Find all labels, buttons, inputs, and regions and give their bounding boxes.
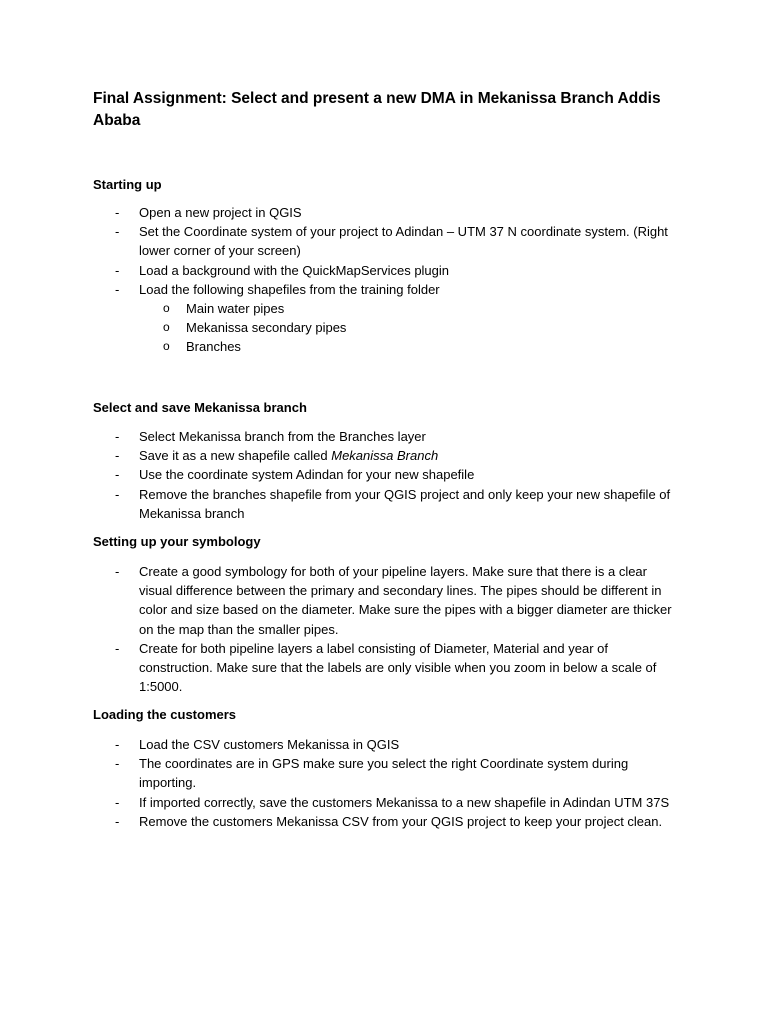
section-heading-starting-up: Starting up bbox=[93, 177, 162, 192]
list-item: - Load the CSV customers Mekanissa in QGIS bbox=[115, 737, 400, 752]
select-save-list bbox=[93, 427, 679, 523]
list-item: - Remove the customers Mekanissa CSV from your QGIS project to keep your project clean. bbox=[115, 813, 663, 829]
document-title: Final Assignment: Select and present a new DMA in Mekanissa Branch Addis Ababa bbox=[93, 90, 661, 129]
list-item: - Select Mekanissa branch from the Branches layer bbox=[115, 429, 426, 444]
list-item: - Create a good symbology for both of your pipeline layers. Make sure that there is a clear visual difference between the primary and secondary lines. The pipes should be different in color and size based on the diameter. Make sure the pipes with a bigger diameter are thicker on the map than the smaller pipes. bbox=[115, 564, 672, 637]
list-item: - Remove the branches shapefile from your QGIS project and only keep your new shapefile of Mekanissa branch bbox=[115, 486, 671, 521]
italic-shapefile-name: Mekanissa Branch bbox=[331, 448, 439, 464]
list-item: - Set the Coordinate system of your project to Adindan – UTM 37 N coordinate system. (Right lower corner of your screen) bbox=[115, 224, 668, 259]
list-item: - Load the following shapefiles from the training folder bbox=[115, 281, 440, 297]
section-heading-select-save: Select and save Mekanissa branch bbox=[93, 400, 307, 415]
list-item: - Use the coordinate system Adindan for your new shapefile bbox=[115, 467, 475, 483]
starting-up-list bbox=[93, 203, 679, 357]
section-heading-symbology: Setting up your symbology bbox=[93, 534, 261, 549]
list-item: - Open a new project in QGIS bbox=[115, 205, 302, 220]
sub-list-item: o Main water pipes bbox=[163, 301, 285, 317]
sub-list-item: o Mekanissa secondary pipes bbox=[163, 320, 347, 336]
customers-list bbox=[93, 735, 679, 831]
section-heading-customers: Loading the customers bbox=[93, 707, 237, 722]
list-item: - If imported correctly, save the customers Mekanissa to a new shapefile in Adindan UTM 37S bbox=[115, 794, 670, 810]
list-item: - Create for both pipeline layers a label consisting of Diameter, Material and year of construction. Make sure that the labels are only visible when you zoom in below a scale of 1:5000. bbox=[115, 640, 657, 695]
list-item: - The coordinates are in GPS make sure you select the right Coordinate system during importing. bbox=[115, 756, 629, 791]
list-item: - Save it as a new shapefile called Mekanissa Branch bbox=[115, 448, 439, 464]
list-item: - Load a background with the QuickMapServices plugin bbox=[115, 262, 450, 278]
symbology-list bbox=[93, 562, 679, 696]
sub-list-item: o Branches bbox=[163, 339, 241, 355]
